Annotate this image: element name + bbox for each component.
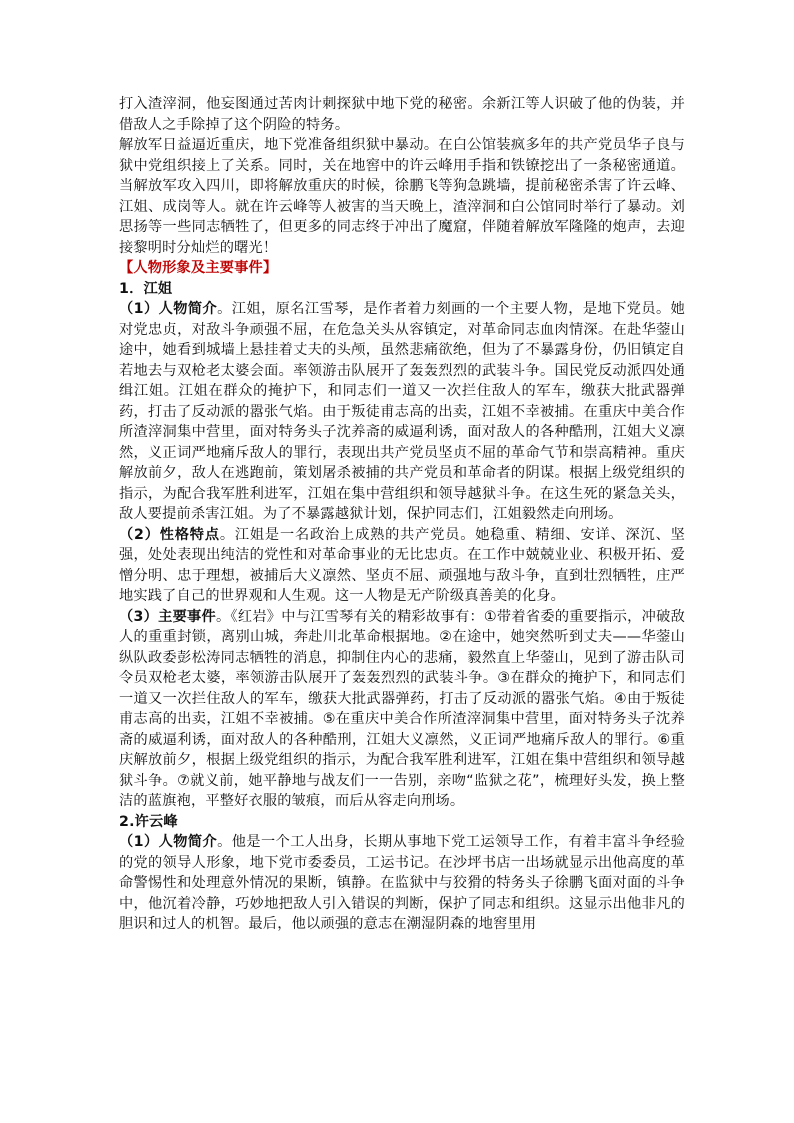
jiangjie-traits-label: （2）性格特点 — [119, 526, 220, 543]
xuyunfeng-intro — [119, 832, 685, 935]
jiangjie-events-text: 。《红岩》中与江雪琴有关的精彩故事有：①带着省委的重要指示，冲破敌人的重重封锁，离别山城，奔赴川北革命根据地。②在途中，她突然听到丈夫——华蓥山纵队政委彭松涛同志牺牲的消息，抑制住内心的悲痛，毅然直上华蓥山，见到了游击队司令员双枪老太婆，率领游击队展开了轰轰烈烈的武装斗争。③在群众的掩护下，和同志们一道又一次拦住敌人的军车，缴获大批武器弹药，打击了反动派的嚣张气焰。④由于叛徒甫志高的出卖，江姐不幸被捕。⑤在重庆中美合作所渣滓洞集中营里，面对特务头子沈养斋的威逼利诱，面对敌人的各种酷刑，江姐大义凛然，义正词严地痛斥敌人的罪行。⑥重庆解放前夕，根据上级党组织的指示，为配合我军胜利进军，江姐在集中营组织和领导越狱斗争。⑦就义前，她平静地与战友们一一告别，亲吻“监狱之花”，梳理好头发，换上整洁的蓝旗袍，平整好衣服的皱痕，而后从容走向刑场。 — [119, 608, 685, 809]
jiangjie-events-label: （3）主要事件 — [119, 608, 217, 625]
jiangjie-intro — [119, 299, 685, 525]
jiangjie-intro-label: （1）人物简介 — [119, 301, 218, 317]
paragraph-story-end: 打入渣滓洞，他妄图通过苦肉计刺探狱中地下党的秘密。余新江等人识破了他的伪装，并借敌人之手除掉了这个阴险的特务。 — [119, 96, 685, 133]
jiangjie-events — [119, 607, 685, 812]
xuyunfeng-intro-text: 。他是一个工人出身，长期从事地下党工运领导工作，有着丰富斗争经验的党的领导人形象，地下党市委委员，工运书记。在沙坪书店一出场就显示出他高度的革命警惕性和处理意外情况的果断，镇静。在监狱中与狡猾的特务头子徐鹏飞面对面的斗争中，他沉着冷静，巧妙地把敌人引入错误的判断，保护了同志和组织。这显示出他非凡的胆识和过人的机智。最后，他以顽强的意志在潮湿阴森的地窖里用 — [119, 834, 685, 932]
section-heading: 【人物形象及主要事件】 — [119, 260, 278, 276]
jiangjie-traits — [119, 525, 685, 607]
character-heading-jiangjie: 1．江姐 — [119, 280, 173, 297]
jiangjie-intro-text: 。江姐，原名江雪琴，是作者着力刻画的一个主要人物，是地下党员。她对党忠贞，对敌斗争顽强不屈，在危急关头从容镇定，对革命同志血肉情深。在赴华蓥山途中，她看到城墙上悬挂着丈夫的头颅，虽然悲痛欲绝，但为了不暴露身份，仍旧镇定自若地去与双枪老太婆会面。率领游击队展开了轰轰烈烈的武装斗争。国民党反动派四处通缉江姐。江姐在群众的掩护下，和同志们一道又一次拦住敌人的军车，缴获大批武器弹药，打击了反动派的嚣张气焰。由于叛徒甫志高的出卖，江姐不幸被捕。在重庆中美合作所渣滓洞集中营里，面对特务头子沈养斋的威逼利诱，面对敌人的各种酷刑，江姐大义凛然，义正词严地痛斥敌人的罪行，表现出共产党员坚贞不屈的革命气节和崇高精神。重庆解放前夕，敌人在逃跑前，策划屠杀被捕的共产党员和革命者的阴谋。根据上级党组织的指示，为配合我军胜利进军，江姐在集中营组织和领导越狱斗争。在这生死的紧急关头，敌人要提前杀害江姐。为了不暴露越狱计划，保护同志们，江姐毅然走向刑场。 — [119, 301, 685, 522]
document-body — [119, 94, 685, 935]
character-heading-xuyunfeng: 2.许云峰 — [119, 813, 178, 830]
paragraph-prison-uprising: 解放军日益逼近重庆，地下党准备组织狱中暴动。在白公馆装疯多年的共产党员华子良与狱中党组织接上了关系。同时，关在地窖中的许云峰用手指和铁镣挖出了一条秘密通道。当解放军攻入四川，即将解放重庆的时候，徐鹏飞等狗急跳墙，提前秘密杀害了许云峰、江姐、成岗等人。就在许云峰等人被害的当天晚上，渣滓洞和白公馆同时举行了暴动。刘思扬等一些同志牺牲了，但更多的同志终于冲出了魔窟，伴随着解放军隆隆的炮声，去迎接黎明时分灿烂的曙光！ — [119, 137, 685, 256]
xuyunfeng-intro-label: （1）人物简介 — [119, 834, 218, 850]
jiangjie-traits-text: 。江姐是一名政治上成熟的共产党员。她稳重、精细、安详、深沉、坚强，处处表现出纯洁的党性和对革命事业的无比忠贞。在工作中兢兢业业、积极开拓、爱憎分明、忠于理想，被捕后大义凛然、坚贞不屈、顽强地与敌斗争，直到壮烈牺牲，庄严地实践了自己的世界观和人生观。这一人物是无产阶级真善美的化身。 — [119, 526, 685, 604]
